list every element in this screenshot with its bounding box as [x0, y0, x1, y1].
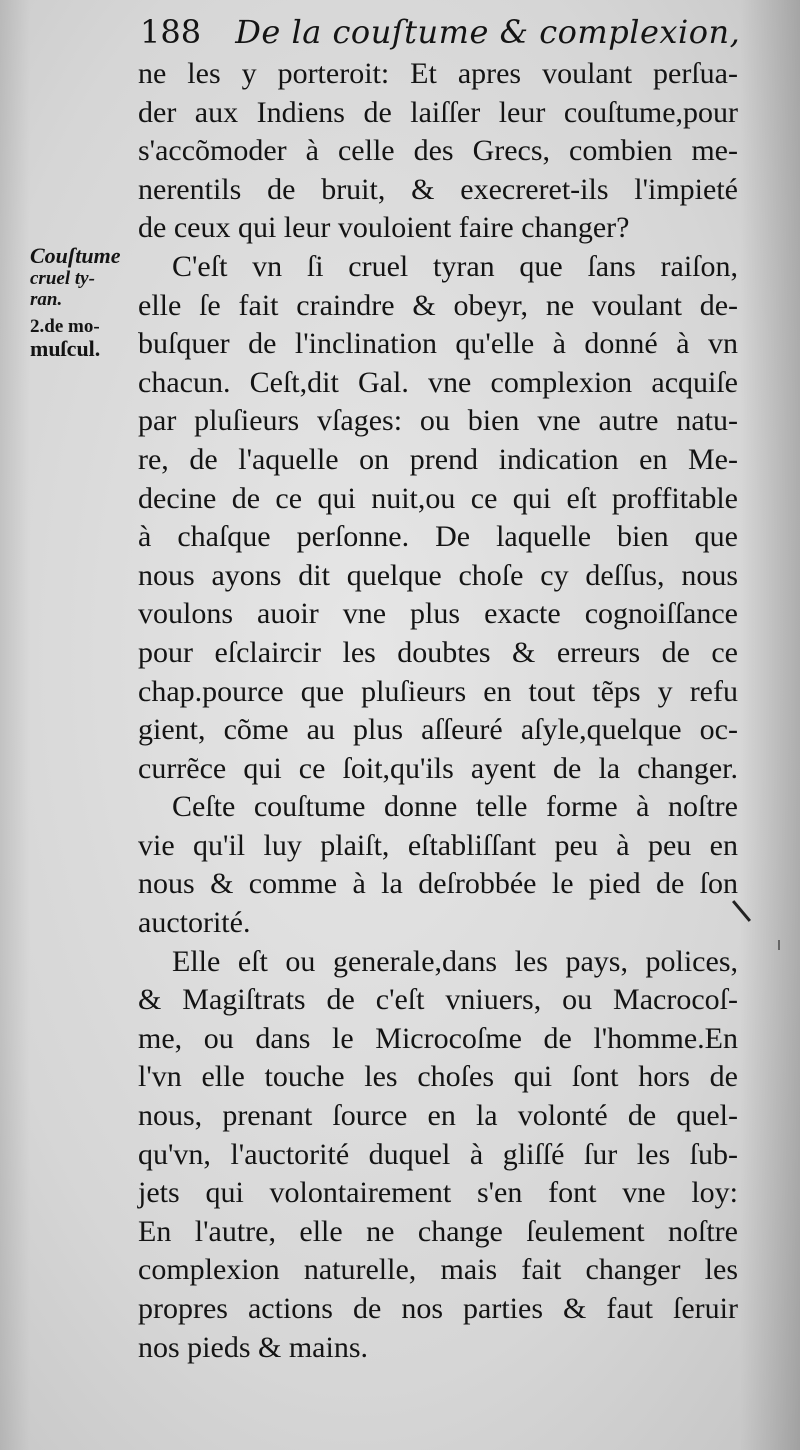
text-line: decine de ce qui nuit,ou ce qui eſt proffitable [138, 481, 738, 515]
text-line: der aux Indiens de laiſſer leur couſtume,pour [138, 95, 738, 129]
text-line: propres actions de nos parties & faut ſeruir [138, 1292, 738, 1325]
text-line: qu'vn, l'auctorité duquel à gliſſé ſur les ſub- [138, 1137, 738, 1171]
page-number: 188 [140, 13, 202, 51]
text-line: elle ſe fait craindre & obeyr, ne voulant de- [138, 288, 738, 322]
text-line: buſquer de l'inclination qu'elle à donné à vn [138, 327, 738, 361]
text-line: me, ou dans le Microcoſme de l'homme.En [138, 1021, 738, 1055]
text-line: nous ayons dit quelque choſe cy deſſus, nous [138, 558, 738, 592]
text-line: de ceux qui leur vouloient faire changer? [138, 211, 630, 245]
text-line: nous & comme à la deſrobbée le pied de ſon [138, 867, 738, 901]
text-line: En l'autre, elle ne change ſeulement noſtre [138, 1214, 738, 1248]
running-title: De la couſtume & complexion, [235, 13, 741, 51]
margin-note-line: muſcul. [30, 336, 101, 361]
text-line: à chaſque perſonne. De laquelle bien que [138, 520, 738, 554]
text-line: nos pieds & mains. [138, 1330, 368, 1364]
ink-mark [778, 940, 780, 950]
margin-note-line: 2.de mo- [30, 316, 100, 337]
text-line: l'vn elle touche les choſes qui ſont hors de [138, 1060, 738, 1094]
text-line: auctorité. [138, 906, 251, 940]
text-line: & Magiſtrats de c'eſt vniuers, ou Macrocoſ- [138, 983, 738, 1017]
margin-note-line: Couſtume [30, 243, 121, 268]
running-header [140, 10, 740, 54]
text-line: vie qu'il luy plaiſt, eſtabliſſant peu à peu en [138, 828, 738, 862]
text-line: jets qui volontairement s'en font vne loy: [138, 1176, 738, 1210]
text-line: re, de l'aquelle on prend indication en Me- [138, 442, 738, 476]
text-line: complexion naturelle, mais fait changer les [138, 1253, 738, 1287]
page-edge-shadow [0, 0, 30, 1450]
text-line: chacun. Ceſt,dit Gal. vne complexion acquiſe [138, 365, 738, 399]
text-line: nerentils de bruit, & execreret-ils l'impieté [138, 172, 738, 206]
text-line: pour eſclaircir les doubtes & erreurs de ce [138, 635, 738, 669]
body-text [138, 55, 738, 1367]
margin-note-line: ran. [30, 289, 63, 310]
margin-note-line: cruel ty- [30, 268, 95, 289]
gutter-shadow [740, 0, 800, 1450]
margin-notes [30, 244, 140, 361]
text-line: par pluſieurs vſages: ou bien vne autre natu- [138, 404, 738, 438]
text-line: Elle eſt ou generale,dans les pays, polices, [172, 944, 738, 978]
text-line: ne les y porteroit: Et apres voulant perſua- [138, 57, 738, 90]
text-line: nous, prenant ſource en la volonté de quel- [138, 1099, 738, 1133]
text-line: gient, cõme au plus aſſeuré aſyle,quelque oc- [138, 713, 738, 747]
text-line: s'accõmoder à celle des Grecs, combien me- [138, 134, 738, 168]
text-line: voulons auoir vne plus exacte cognoiſſance [138, 597, 738, 631]
text-line: currẽce qui ce ſoit,qu'ils ayent de la changer. [138, 751, 738, 785]
text-line: C'eſt vn ſi cruel tyran que ſans raiſon, [172, 249, 738, 283]
text-line: Ceſte couſtume donne telle forme à noſtre [172, 790, 738, 824]
text-line: chap.pource que pluſieurs en tout tẽps y refu [138, 674, 738, 708]
